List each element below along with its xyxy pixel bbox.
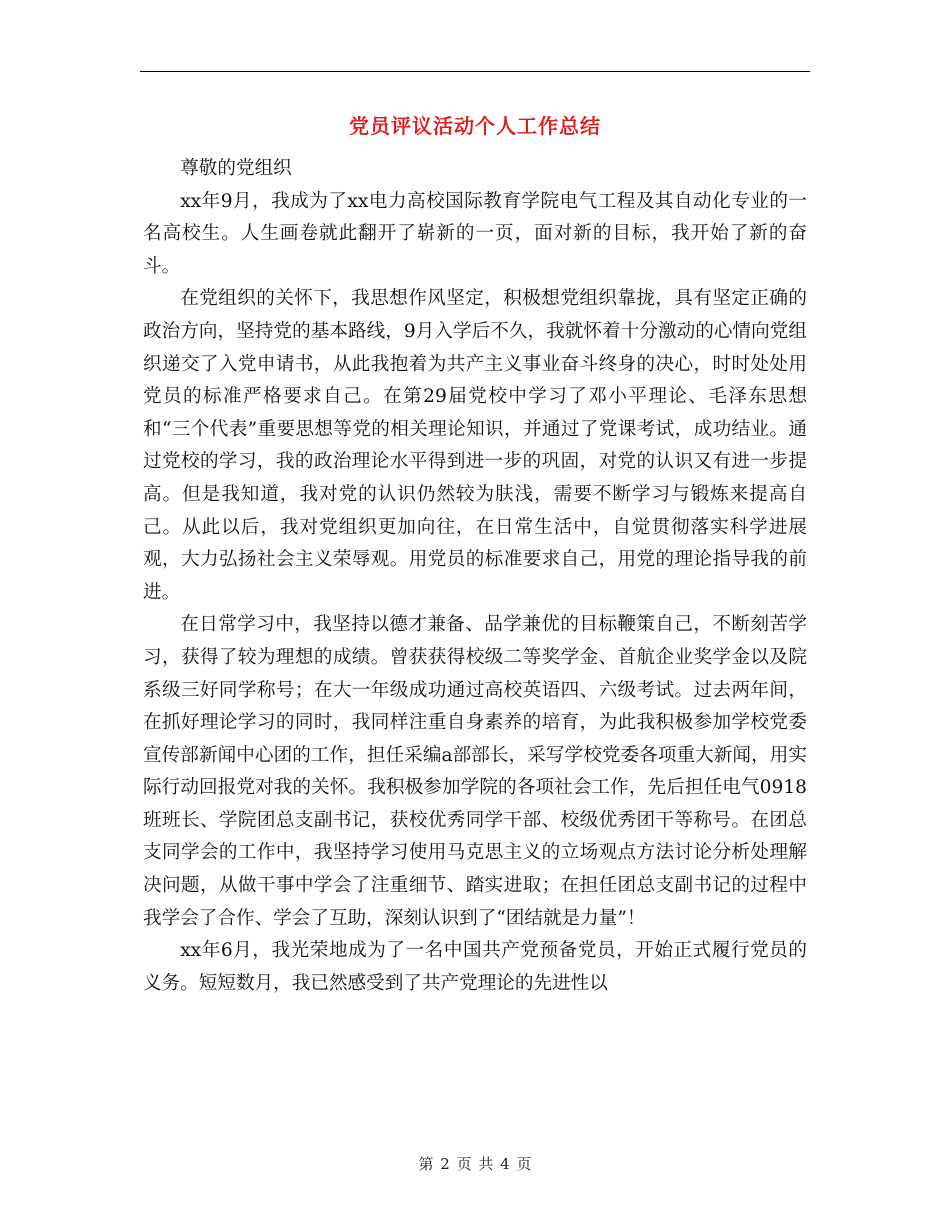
page-number-footer: 第 2 页 共 4 页 [418, 1155, 532, 1173]
document-body [143, 153, 807, 1000]
paragraph-1: xx年9月，我成为了xx电力高校国际教育学院电气工程及其自动化专业的一名高校生。人生画卷就此翻开了崭新的一页，面对新的目标，我开始了新的奋斗。 [143, 190, 807, 277]
document-title: 党员评议活动个人工作总结 [349, 114, 601, 138]
paragraph-2: 在党组织的关怀下，我思想作风坚定，积极想党组织靠拢，具有坚定正确的政治方向，坚持党的基本路线，9月入学后不久，我就怀着十分激动的心情向党组织递交了入党申请书，从此我抱着为共产主义事业奋斗终身的决心，时时处处用党员的标准严格要求自己。在第29届党校中学习了邓小平理论、毛泽东思想和“三个代表”重要思想等党的相关理论知识，并通过了党课考试，成功结业。通过党校的学习，我的政治理论水平得到进一步的巩固，对党的认识又有进一步提高。但是我知道，我对党的认识仍然较为肤浅，需要不断学习与锻炼来提高自己。从此以后，我对党组织更加向往，在日常生活中，自觉贯彻落实科学进展观，大力弘扬社会主义荣辱观。用党员的标准要求自己，用党的理论指导我的前进。 [143, 288, 807, 603]
salutation: 尊敬的党组织 [180, 158, 292, 179]
paragraph-3: 在日常学习中，我坚持以德才兼备、品学兼优的目标鞭策自己，不断刻苦学习，获得了较为理想的成绩。曾获获得校级二等奖学金、首航企业奖学金以及院系级三好同学称号；在大一年级成功通过高校英语四、六级考试。过去两年间，在抓好理论学习的同时，我同样注重自身素养的培育，为此我积极参加学校党委宣传部新闻中心团的工作，担任采编a部部长，采写学校党委各项重大新闻，用实际行动回报党对我的关怀。我积极参加学院的各项社会工作，先后担任电气0918班班长、学院团总支副书记，获校优秀同学干部、校级优秀团干等称号。在团总支同学会的工作中，我坚持学习使用马克思主义的立场观点方法讨论分析处理解决问题，从做干事中学会了注重细节、踏实进取；在担任团总支副书记的过程中我学会了合作、学会了互助，深刻认识到了“团结就是力量”！ [143, 614, 807, 929]
paragraph-4: xx年6月，我光荣地成为了一名中国共产党预备党员，开始正式履行党员的义务。短短数月，我已然感受到了共产党理论的先进性以 [143, 940, 807, 994]
header-rule [140, 71, 810, 72]
